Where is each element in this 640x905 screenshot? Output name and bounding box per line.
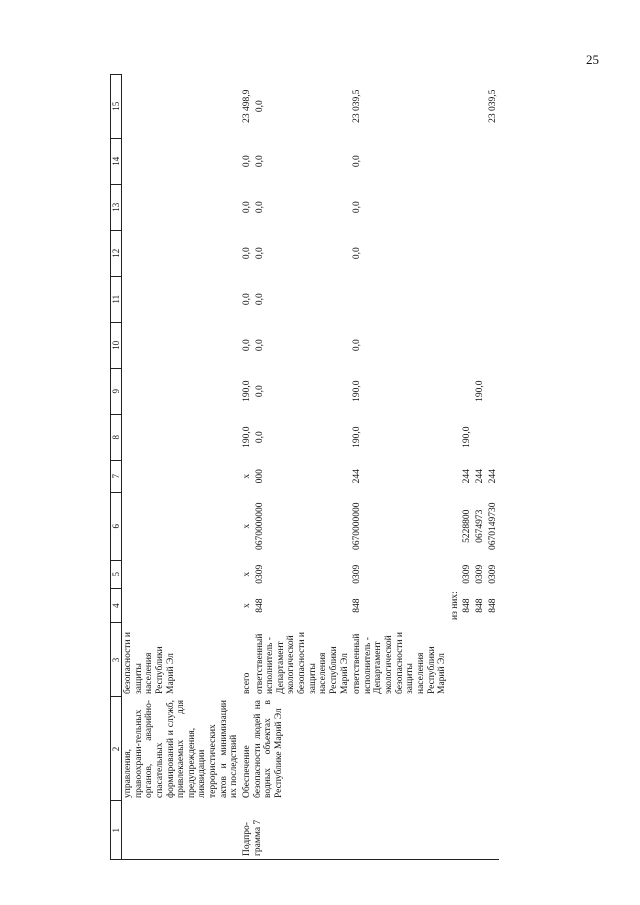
cell-c12: 0,0 <box>241 247 252 260</box>
cell-c13 <box>474 184 487 230</box>
cell-c15 <box>474 74 487 138</box>
cell-c14 <box>487 138 500 184</box>
page-number: 25 <box>586 52 599 67</box>
cell-c11 <box>487 276 500 322</box>
cell-c12 <box>474 230 487 276</box>
cell-c10: 0,0 <box>352 339 363 352</box>
cell-c12: 0,0 <box>254 247 265 260</box>
column-header-6: 6 <box>111 492 122 560</box>
cell-c11 <box>474 276 487 322</box>
cell-c5: 0309 <box>254 564 265 584</box>
cell-c14 <box>449 138 462 184</box>
cell-c3: ответственный исполнитель - Департамент экологической безопасности и защиты населения Республики Марий Эл <box>352 632 448 694</box>
cell-c5: х <box>241 571 252 577</box>
table-row <box>461 74 474 859</box>
cell-c6: 0670149730 <box>487 502 498 550</box>
cell-c4: 848 <box>475 598 486 613</box>
cell-c7: 244 <box>475 469 486 484</box>
cell-c2 <box>449 697 462 801</box>
cell-c7: 244 <box>487 469 498 484</box>
cell-c6: 0674973 <box>475 509 486 543</box>
cell-c4: 848 <box>352 598 363 613</box>
column-header-4: 4 <box>111 588 122 623</box>
cell-c12: 0,0 <box>352 247 363 260</box>
cell-c1 <box>122 801 241 860</box>
column-header-2: 2 <box>111 697 122 801</box>
column-header-8: 8 <box>111 414 122 460</box>
cont-executor: безопасности и защиты населения Республики Марий Эл <box>123 632 176 694</box>
cell-c5 <box>449 560 462 588</box>
cell-c8 <box>487 414 500 460</box>
cell-c6: 0670000000 <box>254 502 265 550</box>
column-header-12: 12 <box>111 230 122 276</box>
cell-c3 <box>461 623 474 697</box>
table-row <box>351 74 449 859</box>
column-number-row <box>111 74 122 859</box>
cell-c2 <box>461 697 474 801</box>
cell-c5: 0309 <box>352 564 363 584</box>
cell-c15: 23 039,5 <box>352 89 363 123</box>
cell-c7 <box>449 460 462 492</box>
cell-c8 <box>449 414 462 460</box>
table-body <box>122 74 500 859</box>
column-header-3: 3 <box>111 623 122 697</box>
cell-c13: 0,0 <box>241 201 252 214</box>
cell-c13: 0,0 <box>254 201 265 214</box>
cell-c9 <box>461 368 474 414</box>
cell-c8: 190,0 <box>241 426 252 448</box>
cell-c9: 190,0 <box>475 380 486 402</box>
column-header-1: 1 <box>111 801 122 860</box>
cell-c10 <box>474 322 487 368</box>
table-row <box>474 74 487 859</box>
column-header-15: 15 <box>111 74 122 138</box>
table-row <box>449 74 462 859</box>
cell-c4: 848 <box>487 598 498 613</box>
cell-c3 <box>449 623 462 697</box>
cell-c9: 190,0 <box>241 380 252 402</box>
cell-c4: х <box>241 603 252 608</box>
cell-c7: х <box>241 473 252 479</box>
cell-c3 <box>474 623 487 697</box>
cell-c3: всего <box>241 672 252 694</box>
cell-c6 <box>449 492 462 560</box>
cell-c14: 0,0 <box>254 155 265 168</box>
cell-c13 <box>487 184 500 230</box>
cell-c14 <box>474 138 487 184</box>
cell-c12 <box>461 230 474 276</box>
cell-c6: х <box>241 523 252 529</box>
cell-c8: 0,0 <box>254 431 265 444</box>
cell-c11 <box>449 276 462 322</box>
cell-c2 <box>487 697 500 801</box>
cell-c5: 0309 <box>462 564 473 584</box>
cell-c11: 0,0 <box>254 293 265 306</box>
cell-c9: 190,0 <box>352 380 363 402</box>
cell-c10: 0,0 <box>241 339 252 352</box>
cell-c9: 0,0 <box>254 385 265 398</box>
cell-c15: 23 498,9 <box>241 89 252 123</box>
cell-c14: 0,0 <box>241 155 252 168</box>
cell-c15 <box>449 74 462 138</box>
cell-c15: 23 039,5 <box>487 89 498 123</box>
cell-c10: 0,0 <box>254 339 265 352</box>
subprogram-title: Обеспечение безопасности людей на водных объектах в Республике Марий Эл <box>241 700 284 798</box>
table-row <box>487 74 500 859</box>
column-header-14: 14 <box>111 138 122 184</box>
cell-c8: 190,0 <box>462 426 473 448</box>
cell-c11 <box>461 276 474 322</box>
cell-c8 <box>474 414 487 460</box>
cell-c7: 244 <box>462 469 473 484</box>
cell-c15 <box>461 74 474 138</box>
cell-c3 <box>487 623 500 697</box>
cell-c2 <box>351 697 449 801</box>
cell-c13 <box>449 184 462 230</box>
continuation-row <box>122 74 241 859</box>
column-header-11: 11 <box>111 276 122 322</box>
cell-c10 <box>487 322 500 368</box>
cell-c10 <box>449 322 462 368</box>
cell-c2 <box>474 697 487 801</box>
cell-c12 <box>487 230 500 276</box>
cell-c4: из них: <box>449 591 460 620</box>
cell-c14 <box>461 138 474 184</box>
table-row <box>241 74 254 859</box>
column-header-13: 13 <box>111 184 122 230</box>
cell-c13: 0,0 <box>352 201 363 214</box>
column-header-5: 5 <box>111 560 122 588</box>
cell-c4: 848 <box>254 598 265 613</box>
cell-c3: ответственный исполнитель - Департамент экологической безопасности и защиты населения Республики Марий Эл <box>254 632 350 694</box>
cell-c15: 0,0 <box>254 100 265 113</box>
cell-c4: 848 <box>462 598 473 613</box>
cell-c6: 0670000000 <box>352 502 363 550</box>
cell-c8: 190,0 <box>352 426 363 448</box>
column-header-7: 7 <box>111 460 122 492</box>
cell-c5: 0309 <box>475 564 486 584</box>
cont-description: управления, правоохрани-тельных органов, аварийно-спасательных формирований и служб, привлекаемых для предупреждения, ликвидации террористических актов и минимизации их последствий <box>123 700 240 798</box>
cell-c11: 0,0 <box>241 293 252 306</box>
cell-c5: 0309 <box>487 564 498 584</box>
cell-c9 <box>449 368 462 414</box>
rotated-table-sheet <box>110 40 590 860</box>
column-header-9: 9 <box>111 368 122 414</box>
budget-table <box>110 74 499 860</box>
cell-c6: 5228800 <box>462 509 473 543</box>
cell-c9 <box>487 368 500 414</box>
cell-c7: 244 <box>352 469 363 484</box>
subprogram-label: Подпро-грамма 7 <box>241 801 499 860</box>
cell-c10 <box>461 322 474 368</box>
cell-c13 <box>461 184 474 230</box>
column-header-10: 10 <box>111 322 122 368</box>
cell-c7: 000 <box>254 469 265 484</box>
cell-c14: 0,0 <box>352 155 363 168</box>
cont-empty <box>122 74 241 623</box>
cell-c11 <box>351 276 449 322</box>
cell-c12 <box>449 230 462 276</box>
